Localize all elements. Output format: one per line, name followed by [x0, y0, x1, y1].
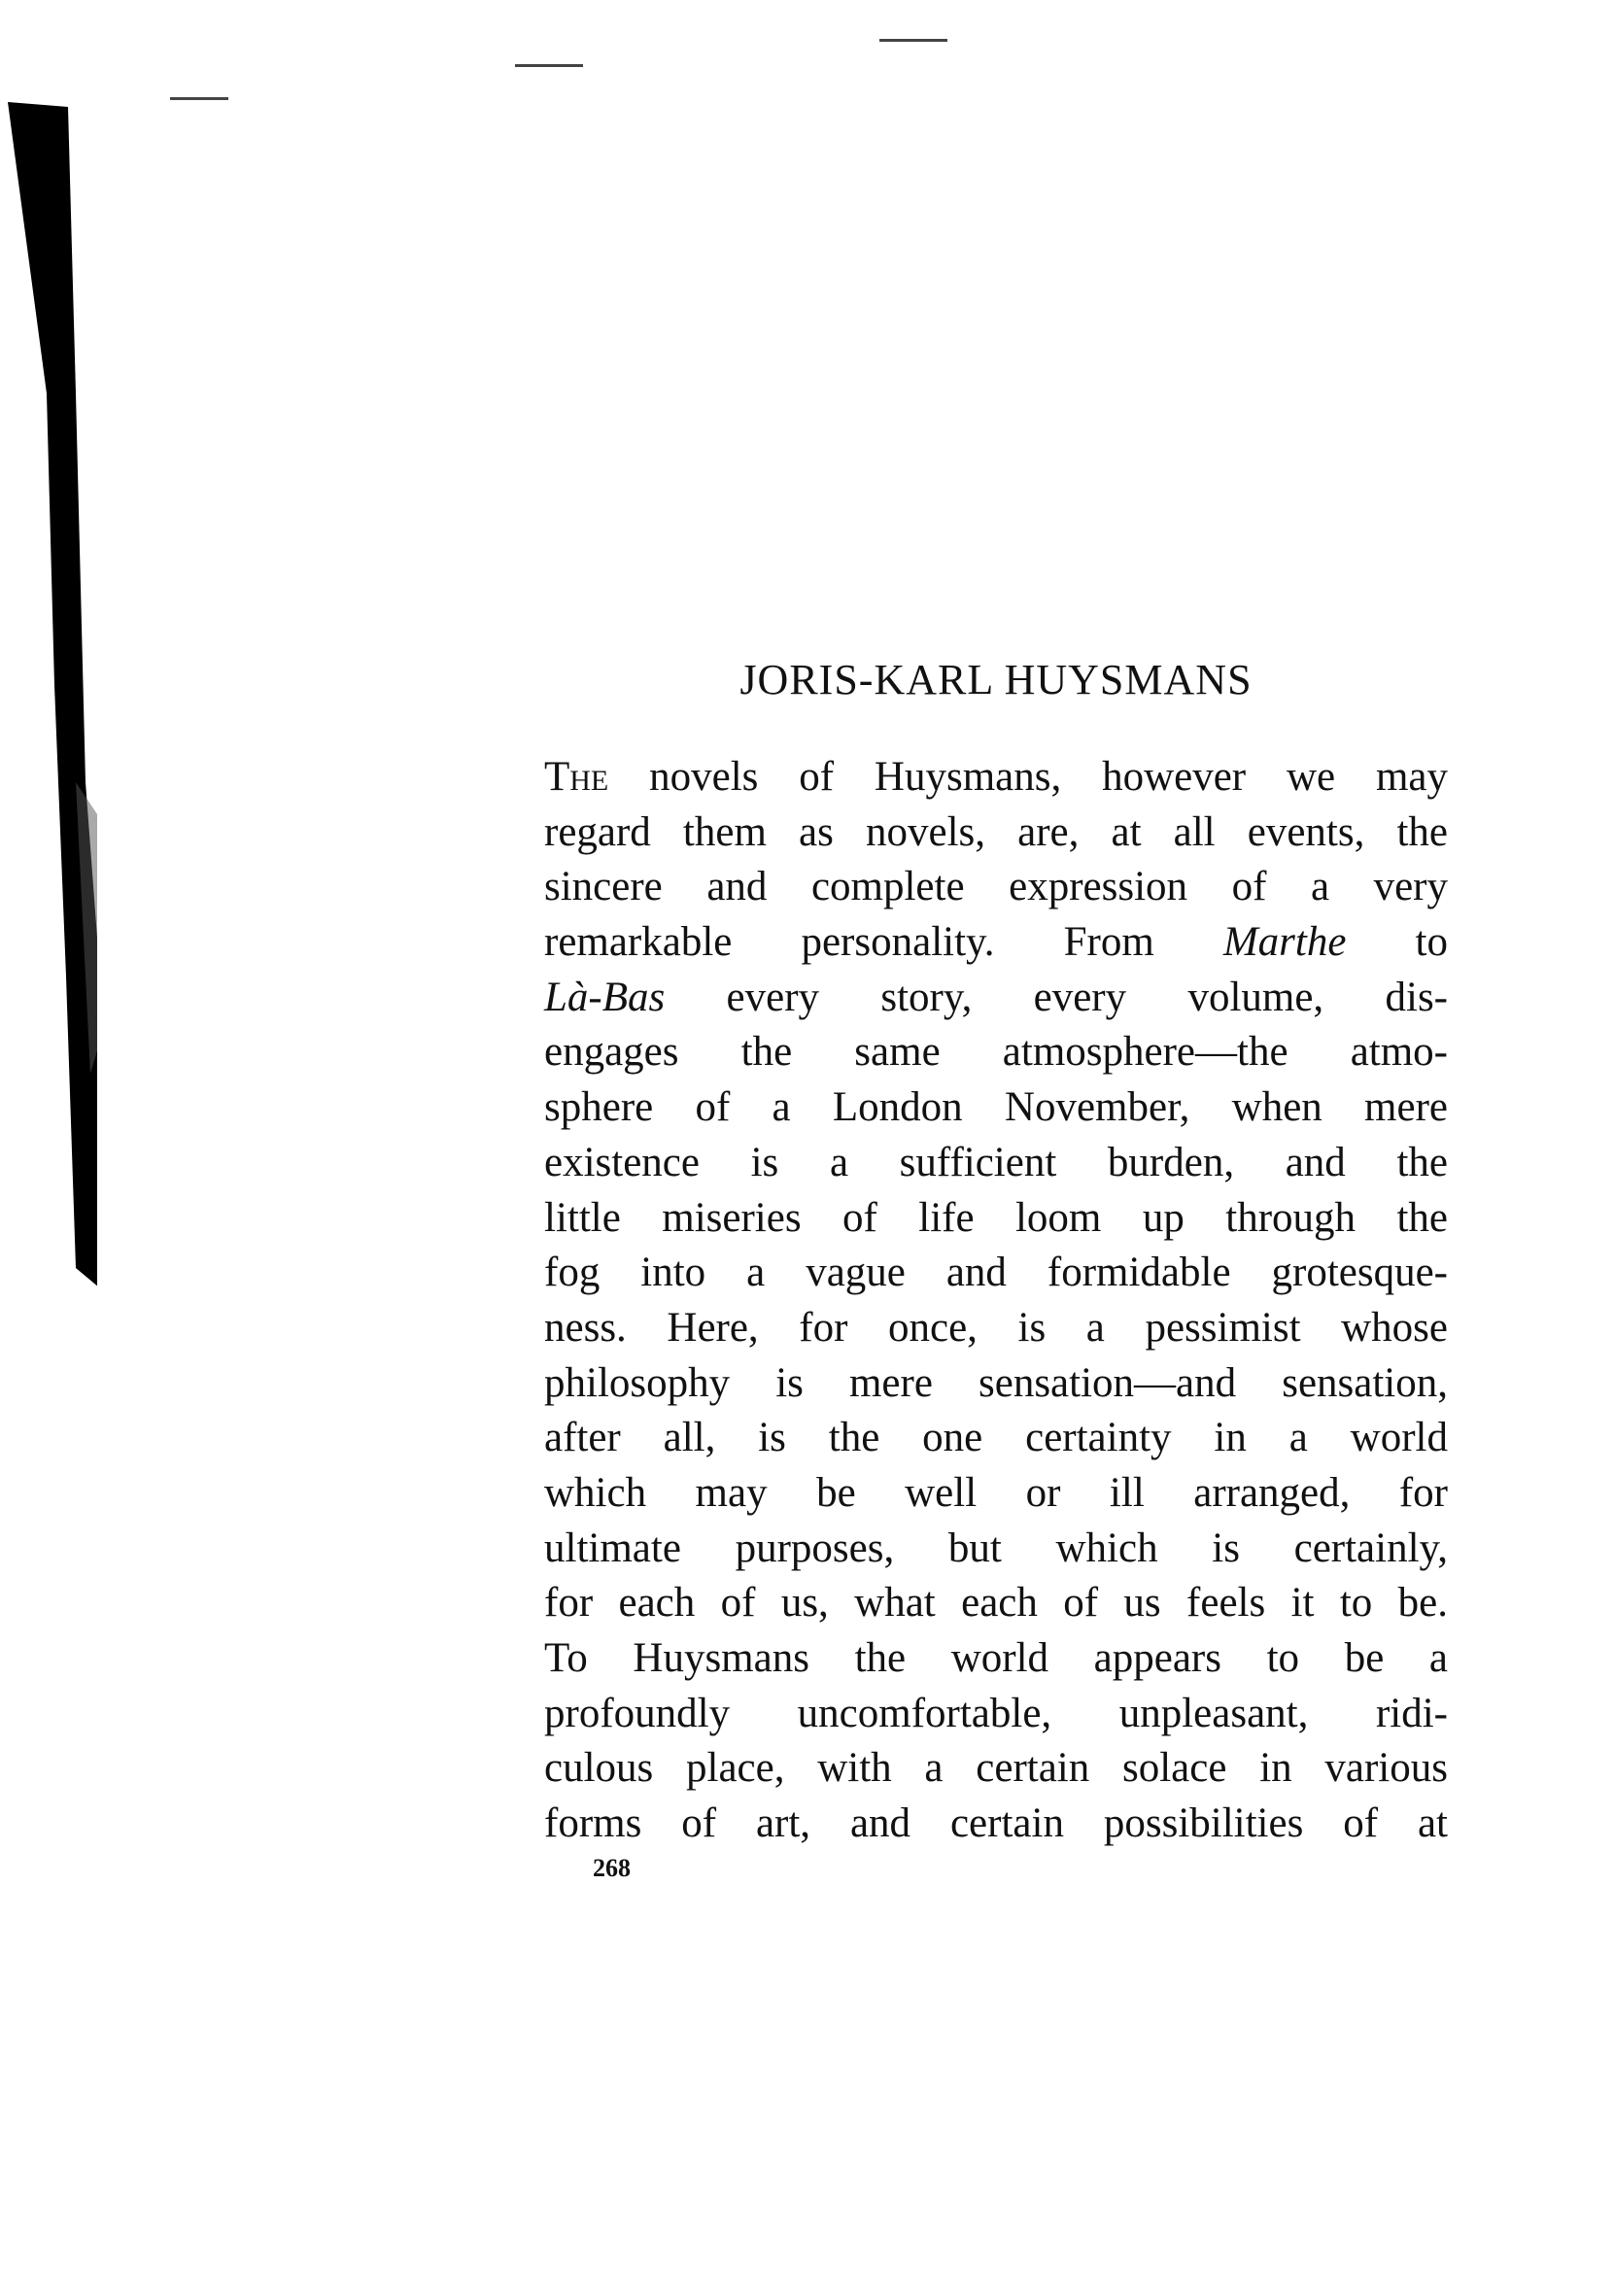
text-segment: profoundly uncomfortable, unpleasant, ridi- — [544, 1690, 1448, 1736]
scan-speck — [515, 64, 583, 67]
text-segment: after all, is the one certainty in a world — [544, 1415, 1448, 1461]
text-segment: ultimate purposes, but which is certainly, — [544, 1525, 1448, 1571]
text-line — [544, 1080, 1448, 1136]
scan-speck — [170, 97, 228, 100]
text-segment: novels of Huysmans, however we may — [608, 754, 1448, 800]
text-segment: culous place, with a certain solace in various — [544, 1745, 1448, 1792]
scan-edge-shadow — [8, 102, 97, 1292]
text-segment: which may be well or ill arranged, for — [544, 1469, 1448, 1516]
text-line — [544, 1136, 1448, 1191]
text-segment: engages the same atmosphere—the atmo- — [544, 1029, 1448, 1076]
text-line — [544, 1191, 1448, 1247]
text-segment: sphere of a London November, when mere — [544, 1084, 1448, 1131]
text-line — [544, 1025, 1448, 1080]
text-line — [544, 1741, 1448, 1797]
text-line — [544, 1246, 1448, 1301]
text-segment: existence is a sufficient burden, and the — [544, 1139, 1448, 1185]
text-line — [544, 1576, 1448, 1631]
scan-speck — [879, 39, 947, 42]
text-line — [544, 1631, 1448, 1687]
text-line — [544, 1411, 1448, 1466]
body-text — [544, 750, 1448, 1852]
text-line — [544, 1301, 1448, 1356]
text-line — [544, 1466, 1448, 1522]
text-segment: The — [544, 754, 609, 800]
text-line — [544, 915, 1448, 971]
text-line — [544, 750, 1448, 805]
text-segment: regard them as novels, are, at all events, the — [544, 808, 1448, 855]
text-line — [544, 1687, 1448, 1742]
text-segment: remarkable personality. From — [544, 919, 1223, 966]
page-number: 268 — [593, 1854, 631, 1882]
text-segment: To Huysmans the world appears to be a — [544, 1635, 1448, 1681]
text-segment: forms of art, and certain possibilities of at — [544, 1800, 1448, 1847]
text-line — [544, 1797, 1448, 1852]
text-segment: every story, every volume, dis- — [665, 974, 1448, 1020]
text-segment: for each of us, what each of us feels it to be. — [544, 1580, 1448, 1627]
text-segment: little miseries of life loom up through the — [544, 1194, 1448, 1241]
text-line — [544, 1356, 1448, 1412]
text-segment: sincere and complete expression of a very — [544, 864, 1448, 910]
text-line — [544, 1522, 1448, 1577]
text-segment: ness. Here, for once, is a pessimist whose — [544, 1304, 1448, 1351]
text-segment: philosophy is mere sensation—and sensation, — [544, 1359, 1448, 1406]
text-line — [544, 805, 1448, 861]
text-line — [544, 860, 1448, 915]
italic-title: Marthe — [1222, 919, 1347, 966]
text-segment: to — [1346, 919, 1448, 966]
text-line — [544, 971, 1448, 1026]
chapter-title: JORIS-KARL HUYSMANS — [739, 656, 1253, 703]
text-segment: fog into a vague and formidable grotesque- — [544, 1250, 1448, 1296]
italic-title: Là-Bas — [544, 974, 666, 1020]
